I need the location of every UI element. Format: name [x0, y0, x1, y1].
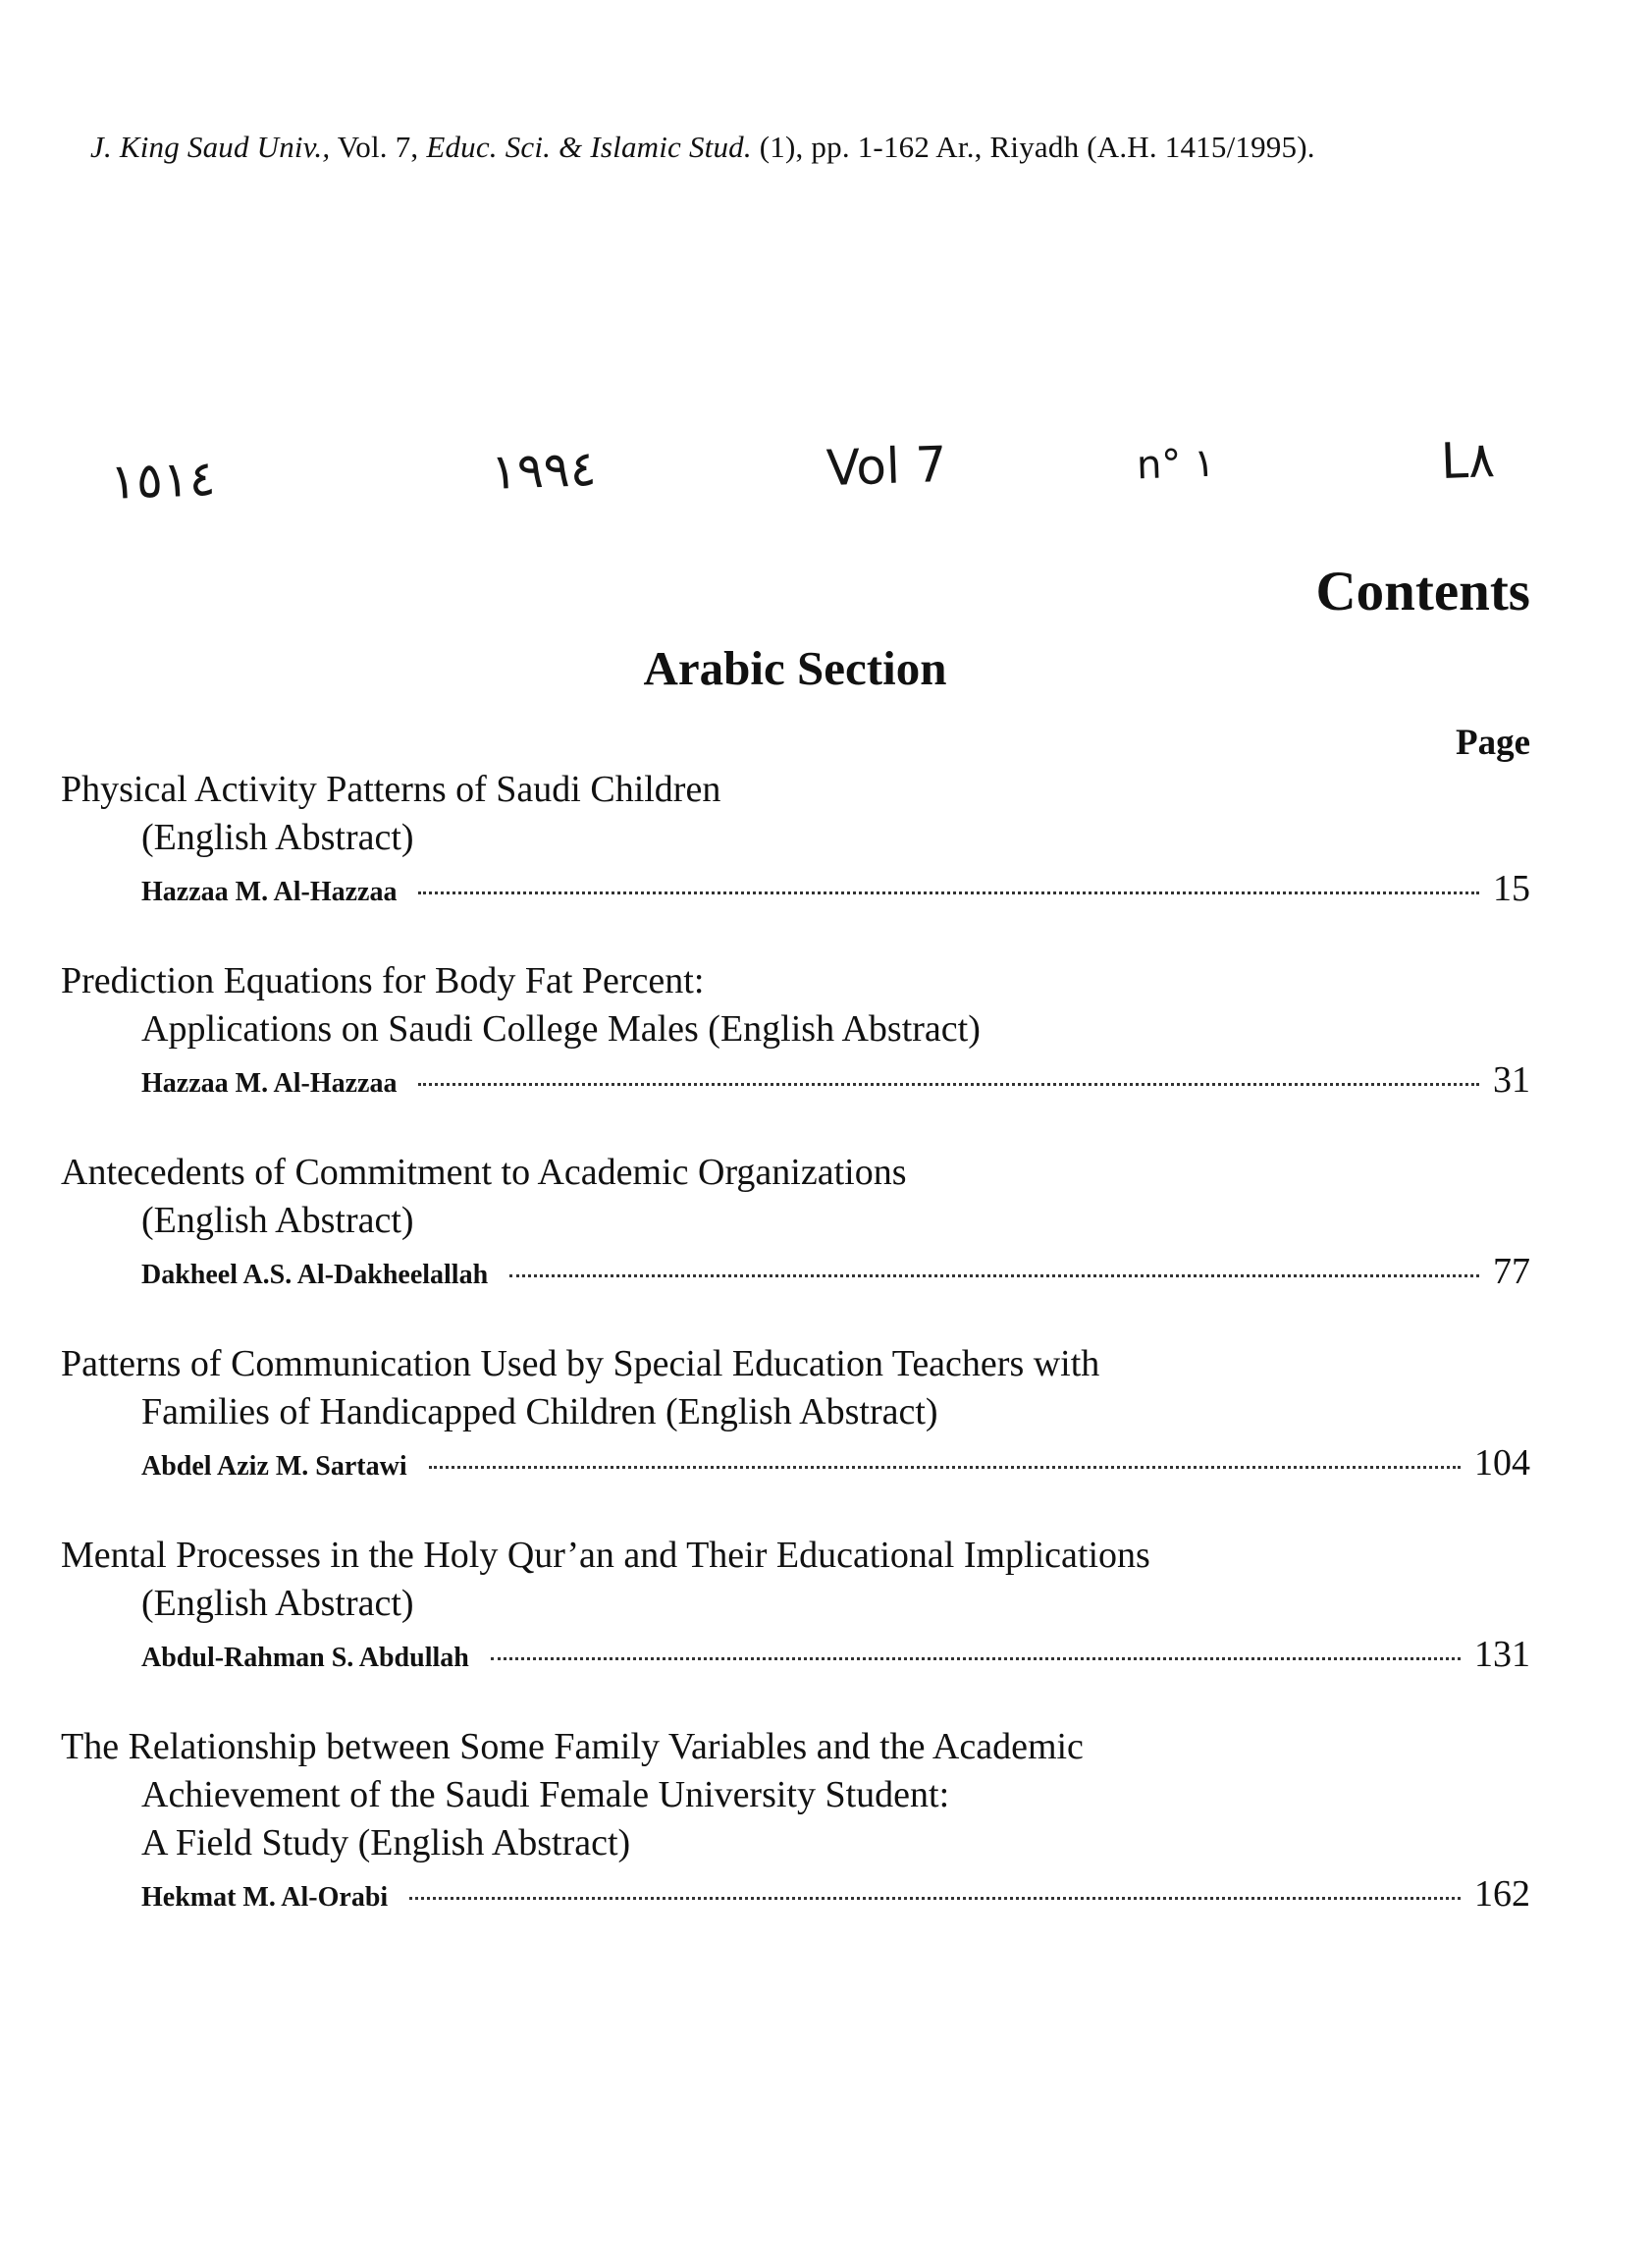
author-row: [61, 1633, 1530, 1682]
dot-leader: [509, 1274, 1479, 1277]
entry-page-number: 31: [1493, 1059, 1530, 1101]
entry-page-number: 131: [1474, 1634, 1530, 1675]
toc-entry: [61, 957, 1530, 1107]
entry-page-number: 77: [1493, 1251, 1530, 1292]
toc-entry: [61, 1723, 1530, 1921]
entry-title-line: Patterns of Communication Used by Special Education Teachers with: [61, 1343, 1100, 1384]
table-of-contents: [61, 766, 1530, 1963]
page-column-label: Page: [1455, 723, 1530, 763]
entry-title-line: Applications on Saudi College Males (English Abstract): [141, 1008, 981, 1050]
author-row: [61, 1872, 1530, 1921]
handwritten-note: ١٩٩٤: [490, 440, 598, 501]
handwritten-notes: [0, 432, 1650, 520]
dot-leader: [409, 1897, 1461, 1900]
author-row: [61, 1250, 1530, 1299]
contents-title: Contents: [1315, 561, 1530, 622]
journal-section: Educ. Sci. & Islamic Stud.: [426, 130, 752, 164]
handwritten-note: Vol 7: [825, 435, 948, 498]
entry-title-line: Prediction Equations for Body Fat Percent:: [61, 960, 705, 1001]
entry-title-line: (English Abstract): [141, 1200, 414, 1241]
entry-author: Hazzaa M. Al-Hazzaa: [141, 1068, 398, 1099]
dot-leader: [418, 1083, 1479, 1086]
section-title: Arabic Section: [643, 641, 947, 695]
entry-title-line: Achievement of the Saudi Female University Student:: [141, 1774, 950, 1815]
journal-volume: Vol. 7,: [337, 130, 419, 164]
author-row: [61, 867, 1530, 916]
entry-page-number: 162: [1474, 1873, 1530, 1915]
dot-leader: [418, 891, 1479, 894]
toc-entry: [61, 1532, 1530, 1682]
author-row: [61, 1058, 1530, 1107]
author-row: [61, 1441, 1530, 1490]
entry-title-line: The Relationship between Some Family Variables and the Academic: [61, 1726, 1084, 1767]
toc-entry: [61, 766, 1530, 916]
entry-page-number: 15: [1493, 868, 1530, 909]
entry-title-line: Physical Activity Patterns of Saudi Children: [61, 769, 721, 810]
handwritten-note: ١٥١٤: [109, 450, 217, 511]
dot-leader: [491, 1657, 1461, 1660]
entry-title-line: Families of Handicapped Children (English Abstract): [141, 1391, 938, 1432]
entry-title-line: Mental Processes in the Holy Qur’an and Their Educational Implications: [61, 1535, 1150, 1576]
entry-author: Abdul-Rahman S. Abdullah: [141, 1643, 469, 1673]
handwritten-note: L٨: [1440, 431, 1496, 490]
journal-citation: [90, 130, 1315, 165]
entry-title-line: A Field Study (English Abstract): [141, 1822, 631, 1863]
toc-entry: [61, 1149, 1530, 1299]
journal-name: J. King Saud Univ.,: [90, 130, 331, 164]
dot-leader: [429, 1466, 1461, 1469]
handwritten-note: n° ١: [1136, 440, 1216, 489]
entry-author: Hazzaa M. Al-Hazzaa: [141, 877, 398, 907]
entry-title-line: (English Abstract): [141, 1583, 414, 1624]
entry-title-line: (English Abstract): [141, 817, 414, 858]
journal-issue-pages: (1), pp. 1-162 Ar., Riyadh (A.H. 1415/1995).: [759, 130, 1315, 164]
entry-title-line: Antecedents of Commitment to Academic Organizations: [61, 1152, 907, 1193]
entry-author: Abdel Aziz M. Sartawi: [141, 1451, 407, 1482]
entry-author: Hekmat M. Al-Orabi: [141, 1882, 389, 1913]
toc-entry: [61, 1340, 1530, 1490]
entry-author: Dakheel A.S. Al-Dakheelallah: [141, 1260, 489, 1290]
entry-page-number: 104: [1474, 1442, 1530, 1484]
